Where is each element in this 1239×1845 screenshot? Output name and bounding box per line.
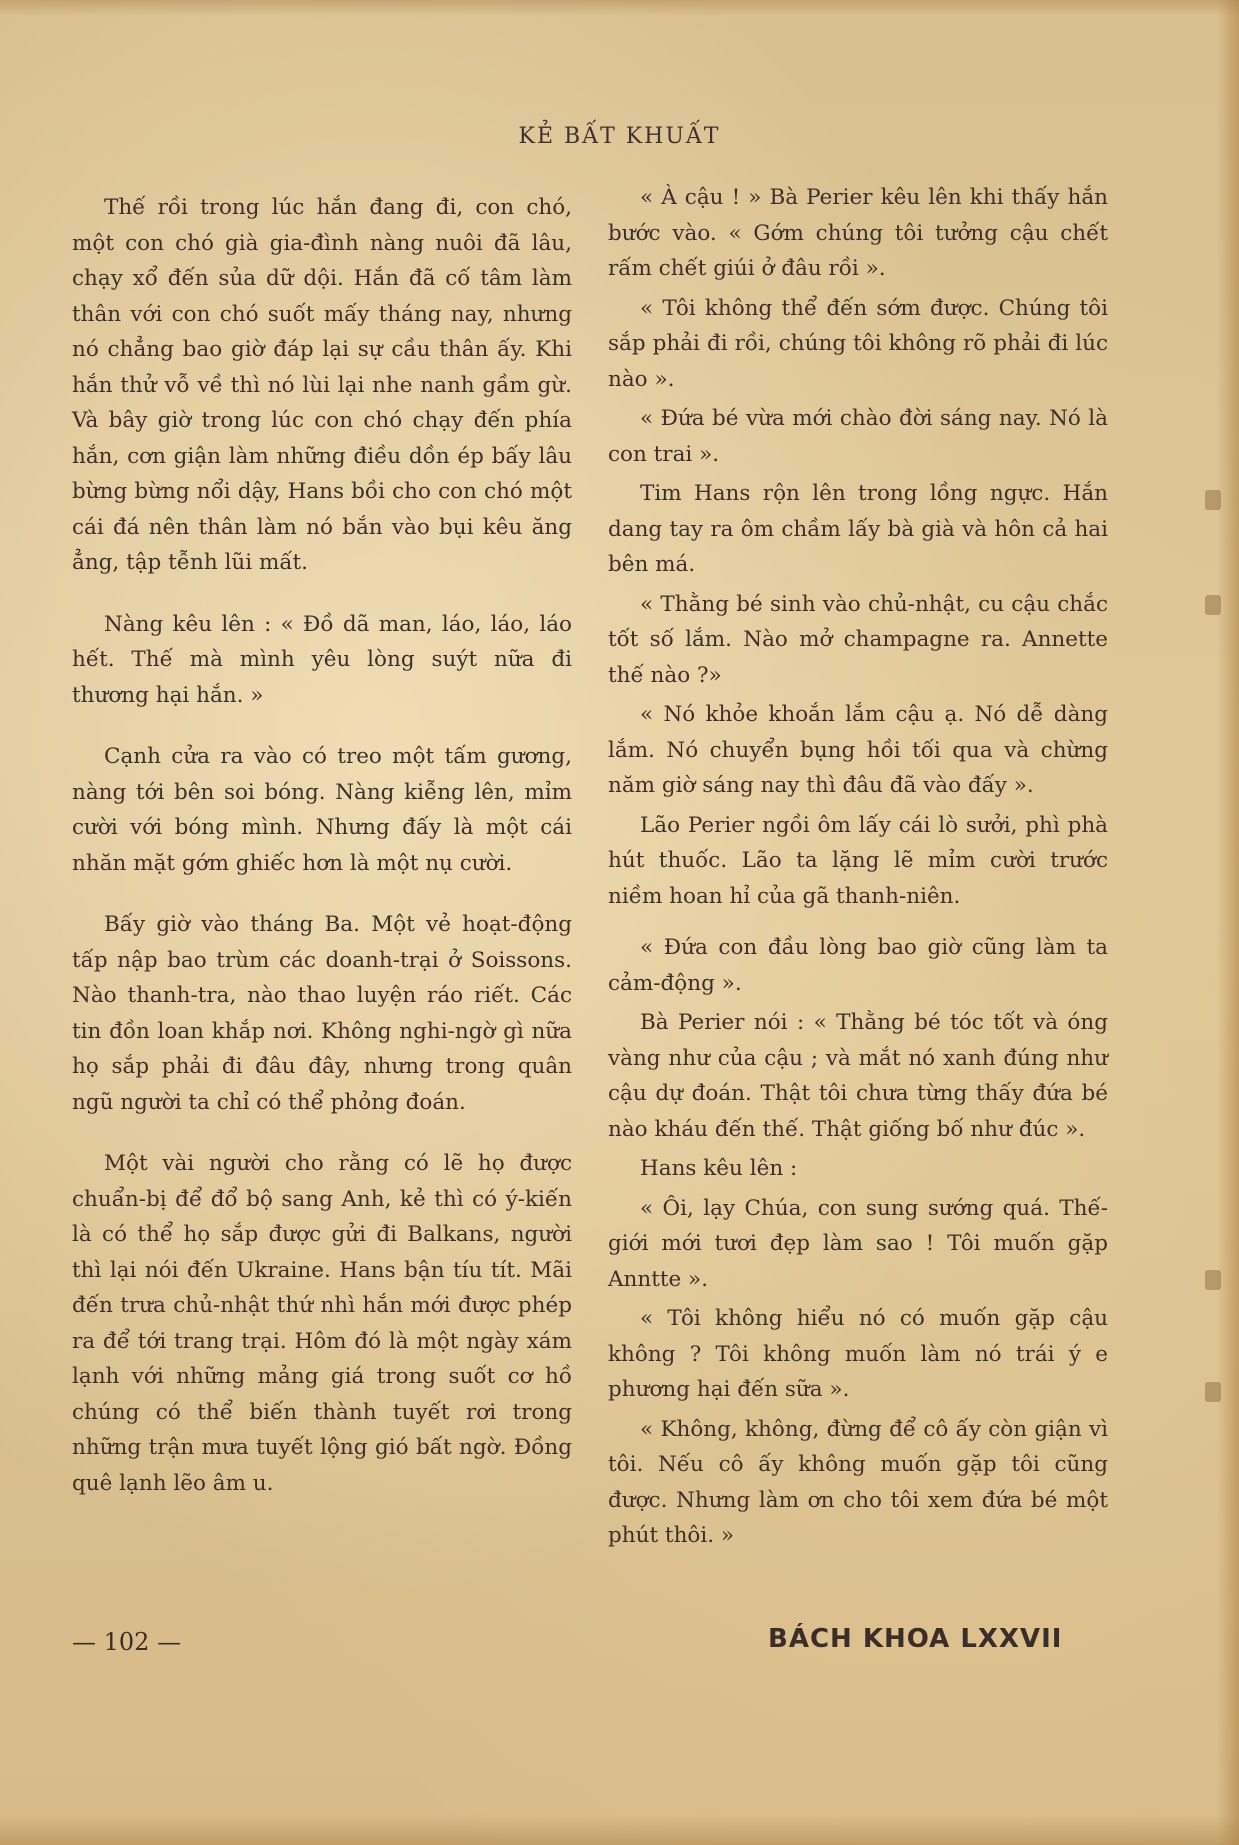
journal-name: BÁCH KHOA LXXVII — [768, 1624, 1063, 1654]
page-edge-top — [0, 0, 1239, 16]
paragraph: « Đứa con đầu lòng bao giờ cũng làm ta cảm-động ». — [608, 935, 1108, 996]
page-edge-right — [1217, 0, 1239, 1845]
paragraph: Một vài người cho rằng có lẽ họ được chuẩn-bị để đổ bộ sang Anh, kẻ thì có ý-kiến là có thể họ sắp được gửi đi Balkans, người thì lại nói đến Ukraine. Hans bận tíu tít. Mãi đến trưa chủ-nhật thứ nhì hắn mới được phép ra để tới trang trại. Hôm đó là một ngày xám lạnh với những mảng giá trong suốt cơ hồ chúng có thể biến thành tuyết rơi trong những trận mưa tuyết lộng gió bất ngờ. Đồng quê lạnh lẽo âm u. — [72, 1151, 572, 1496]
page-number: — 102 — — [72, 1628, 182, 1656]
paragraph: « Thằng bé sinh vào chủ-nhật, cu cậu chắc tốt số lắm. Nào mở champagne ra. Annette thế nào ?» — [608, 591, 1108, 688]
binding-mark — [1205, 1382, 1221, 1402]
paragraph: « Đứa bé vừa mới chào đời sáng nay. Nó là con trai ». — [608, 406, 1108, 467]
paragraph: Tim Hans rộn lên trong lồng ngực. Hắn dang tay ra ôm chầm lấy bà già và hôn cả hai bên má. — [608, 481, 1108, 577]
binding-mark — [1205, 490, 1221, 510]
right-column — [608, 176, 1108, 1554]
paragraph: Hans kêu lên : — [640, 1156, 798, 1181]
paragraph: Cạnh cửa ra vào có treo một tấm gương, nàng tới bên soi bóng. Nàng kiễng lên, mỉm cười với bóng mình. Nhưng đấy là một cái nhăn mặt gớm ghiếc hơn là một nụ cười. — [72, 744, 572, 876]
binding-mark — [1205, 1270, 1221, 1290]
paragraph: Bà Perier nói : « Thằng bé tóc tốt và óng vàng như của cậu ; và mắt nó xanh đúng như cậu dự đoán. Thật tôi chưa từng thấy đứa bé nào kháu đến thế. Thật giống bố như đúc ». — [608, 1010, 1108, 1142]
paragraph: Nàng kêu lên : « Đồ dã man, láo, láo, láo hết. Thế mà mình yêu lòng suýt nữa đi thương hại hắn. » — [72, 611, 572, 708]
binding-mark — [1205, 595, 1221, 615]
paragraph: Thế rồi trong lúc hắn đang đi, con chó, một con chó già gia-đình nàng nuôi đã lâu, chạy xổ đến sủa dữ dội. Hắn đã cố tâm làm thân với con chó suốt mấy tháng nay, nhưng nó chẳng bao giờ đáp lại sự cầu thân ấy. Khi hắn thử vỗ về thì nó lùi lại nhe nanh gầm gừ. Và bây giờ trong lúc con chó chạy đến phía hắn, cơn giận làm những điều dồn ép bấy lâu bừng bừng nổi dậy, Hans bồi cho con chó một cái đá nên thân làm nó bắn vào bụi kêu ăng ẳng, tập tễnh lũi mất. — [72, 195, 572, 575]
paragraph: « À cậu ! » Bà Perier kêu lên khi thấy hắn bước vào. « Gớm chúng tôi tưởng cậu chết rấm chết giúi ở đâu rồi ». — [608, 185, 1108, 281]
paragraph: Lão Perier ngồi ôm lấy cái lò sưởi, phì phà hút thuốc. Lão ta lặng lẽ mỉm cười trước niềm hoan hỉ của gã thanh-niên. — [608, 812, 1108, 909]
paragraph: « Ôi, lạy Chúa, con sung sướng quá. Thế-giới mới tươi đẹp làm sao ! Tôi muốn gặp Anntte ». — [608, 1195, 1108, 1292]
running-title: KẺ BẤT KHUẤT — [518, 124, 721, 149]
paragraph: « Không, không, đừng để cô ấy còn giận vì tôi. Nếu cô ấy không muốn gặp tôi cũng được. Nhưng làm ơn cho tôi xem đứa bé một phút thôi. » — [608, 1416, 1108, 1548]
paragraph: « Tôi không hiểu nó có muốn gặp cậu không ? Tôi không muốn làm nó trái ý e phương hại đến sữa ». — [608, 1306, 1108, 1402]
paragraph: « Tôi không thể đến sớm được. Chúng tôi sắp phải đi rồi, chúng tôi không rõ phải đi lúc nào ». — [608, 295, 1108, 392]
page-edge-bottom — [0, 1815, 1239, 1845]
paragraph: Bấy giờ vào tháng Ba. Một vẻ hoạt-động tấp nập bao trùm các doanh-trại ở Soissons. Nào thanh-tra, nào thao luyện ráo riết. Các tin đồn loan khắp nơi. Không nghi-ngờ gì nữa họ sắp phải đi đâu đây, nhưng trong quân ngũ người ta chỉ có thể phỏng đoán. — [72, 912, 572, 1115]
left-column — [72, 190, 572, 1501]
paragraph: « Nó khỏe khoắn lắm cậu ạ. Nó dễ dàng lắm. Nó chuyển bụng hồi tối qua và chừng năm giờ sáng nay thì đâu đã vào đấy ». — [608, 702, 1108, 798]
